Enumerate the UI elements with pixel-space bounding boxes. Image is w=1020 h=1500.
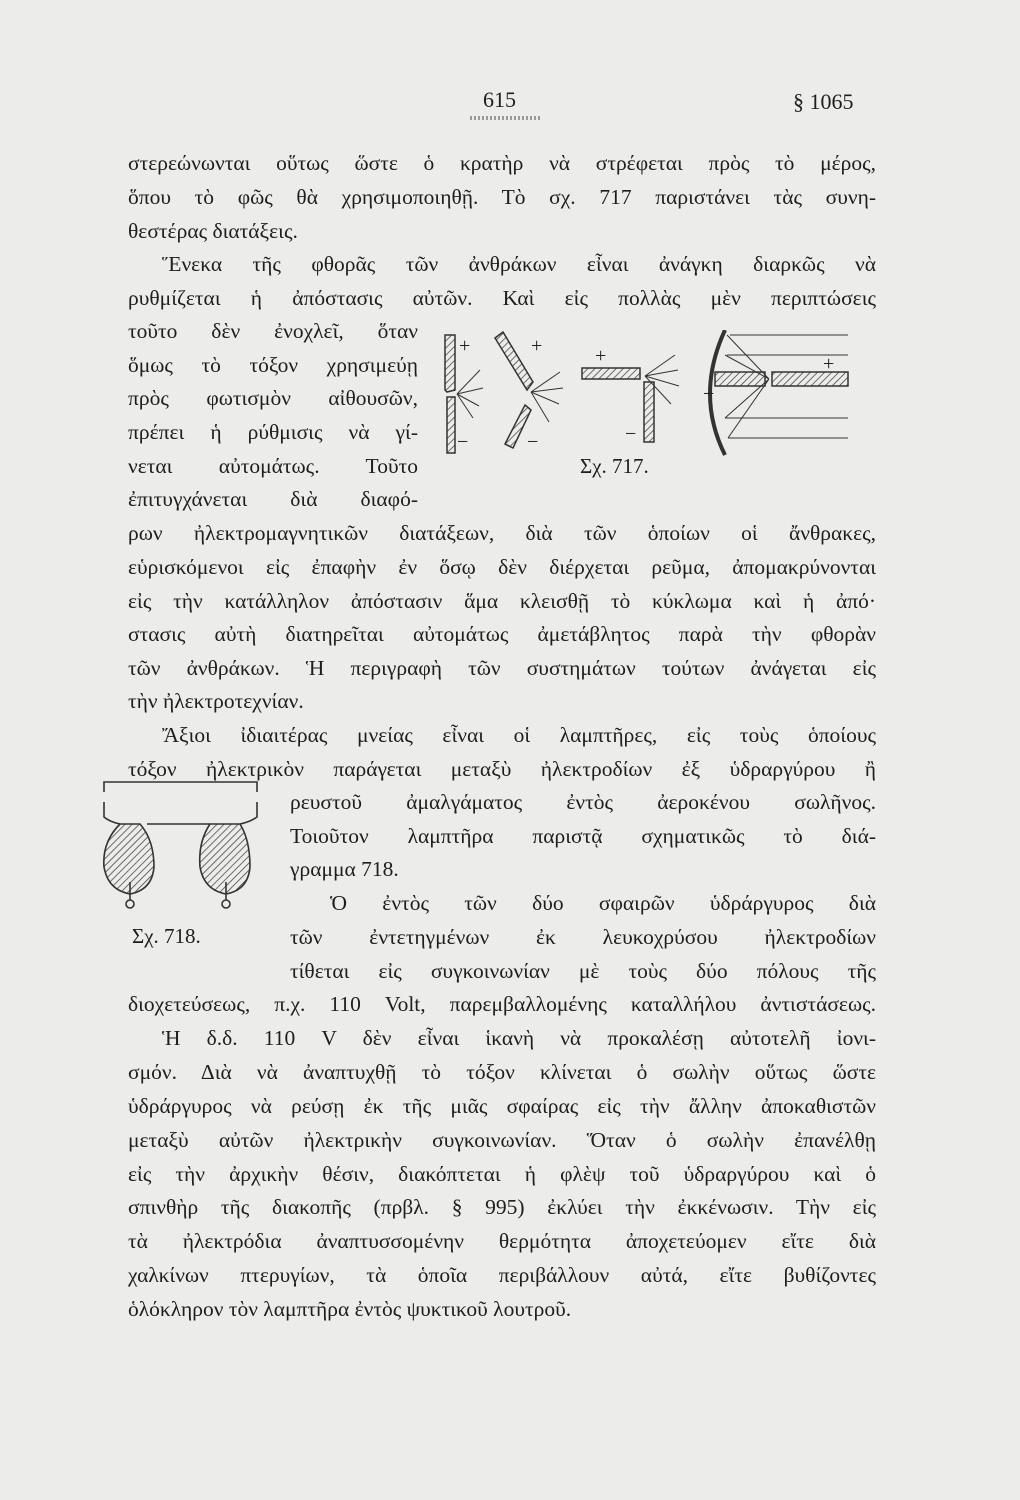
minus-label: − — [457, 431, 469, 453]
plus-label: + — [459, 335, 471, 357]
figure-717-caption: Σχ. 717. — [580, 454, 649, 478]
text-line: ὑδράργυρος νὰ ρεύσῃ ἐκ τῆς μιᾶς σφαίρας εἰς τὴν ἄλλην ἀποκαθιστῶν — [128, 1094, 876, 1118]
text-line: τὰ ἠλεκτρόδια ἀναπτυσσομένην θερμότητα ἀποχετεύομεν εἴτε διὰ — [128, 1229, 876, 1253]
text-line: τὴν ἠλεκτροτεχνίαν. — [128, 689, 304, 713]
text-line: τόξον ἠλεκτρικὸν παράγεται μεταξὺ ἠλεκτροδίων ἐξ ὑδραργύρου ἢ — [128, 757, 876, 781]
text-line: ἐπιτυγχάνεται διὰ διαφό- — [128, 487, 418, 511]
text-line: θεστέρας διατάξεις. — [128, 219, 298, 243]
text-line: Ὁ ἐντὸς τῶν δύο σφαιρῶν ὑδράργυρος διὰ — [330, 891, 876, 915]
page-number: 615 — [483, 87, 516, 112]
figure-718-mercury-lamp-diagram — [92, 772, 267, 912]
minus-label: − — [703, 383, 715, 405]
text-line: πρὸς φωτισμὸν αἰθουσῶν, — [128, 386, 418, 410]
text-line: ὅπου τὸ φῶς θὰ χρησιμοποιηθῇ. Τὸ σχ. 717 παριστάνει τὰς συνη- — [128, 185, 876, 209]
text-line: τῶν ἀνθράκων. Ἡ περιγραφὴ τῶν συστημάτων τούτων ἀνάγεται εἰς — [128, 656, 876, 680]
text-line: τίθεται εἰς συγκοινωνίαν μὲ τοὺς δύο πόλους τῆς — [290, 959, 876, 983]
text-line: πρέπει ἡ ρύθμισις νὰ γί- — [128, 420, 418, 444]
text-line: μεταξὺ αὐτῶν ἠλεκτρικὴν συγκοινωνίαν. Ὅταν ὁ σωλὴν ἐπανέλθῃ — [128, 1128, 876, 1152]
text-line: χαλκίνων πτερυγίων, τὰ ὁποῖα περιβάλλουν αὐτά, εἴτε βυθίζοντες — [128, 1263, 876, 1287]
figure-717-arc-carbons-diagram — [435, 330, 885, 460]
text-line: στερεώνωνται οὕτως ὥστε ὁ κρατὴρ νὰ στρέφεται πρὸς τὸ μέρος, — [128, 151, 876, 175]
minus-label: − — [625, 423, 637, 445]
text-line: ὅμως τὸ τόξον χρησιμεύῃ — [128, 353, 418, 377]
text-line: σπινθὴρ τῆς διακοπῆς (πρβλ. § 995) ἐκλύει τὴν ἐκκένωσιν. Τὴν εἰς — [128, 1195, 876, 1219]
text-line: ὁλόκληρον τὸν λαμπτῆρα ἐντὸς ψυκτικοῦ λουτροῦ. — [128, 1297, 572, 1321]
plus-label: + — [531, 335, 543, 357]
text-line: Τοιοῦτον λαμπτῆρα παριστᾷ σχηματικῶς τὸ διά- — [290, 824, 876, 848]
text-line: ρυθμίζεται ἡ ἀπόστασις αὐτῶν. Καὶ εἰς πολλὰς μὲν περιπτώσεις — [128, 286, 876, 310]
text-line: ρων ἠλεκτρομαγνητικῶν διατάξεων, διὰ τῶν ὁποίων οἱ ἄνθρακες, — [128, 521, 876, 545]
text-line: τῶν ἐντετηγμένων ἐκ λευκοχρύσου ἠλεκτροδίων — [290, 925, 876, 949]
minus-label: − — [527, 431, 539, 453]
text-line: νεται αὐτομάτως. Τοῦτο — [128, 454, 418, 478]
text-line: διοχετεύσεως, π.χ. 110 Volt, παρεμβαλλομένης καταλλήλου ἀντιστάσεως. — [128, 992, 876, 1016]
text-line: Ἕνεκα τῆς φθορᾶς τῶν ἀνθράκων εἶναι ἀνάγκη διαρκῶς νὰ — [162, 252, 876, 276]
text-line: ρευστοῦ ἀμαλγάματος ἐντὸς ἀεροκένου σωλῆνος. — [290, 790, 876, 814]
plus-label: + — [823, 353, 835, 375]
text-line: εἰς τὴν ἀρχικὴν θέσιν, διακόπτεται ἡ φλὲψ τοῦ ὑδραργύρου καὶ ὁ — [128, 1162, 876, 1186]
section-number: § 1065 — [793, 89, 854, 114]
text-line: Ἡ δ.δ. 110 V δὲν εἶναι ἱκανὴ νὰ προκαλέσῃ αὐτοτελῆ ἰονι- — [162, 1026, 876, 1050]
text-line: Ἄξιοι ἰδιαιτέρας μνείας εἶναι οἱ λαμπτῆρες, εἰς τοὺς ὁποίους — [162, 723, 876, 747]
text-line: εὑρισκόμενοι εἰς ἐπαφὴν ἐν ὅσῳ δὲν διέρχεται ρεῦμα, ἀπομακρύνονται — [128, 555, 876, 579]
figure-718-caption: Σχ. 718. — [132, 924, 201, 948]
plus-label: + — [595, 345, 607, 367]
text-line: εἰς τὴν κατάλληλον ἀπόστασιν ἅμα κλεισθῇ τὸ κύκλωμα καὶ ἡ ἀπό· — [128, 589, 876, 613]
text-line: τοῦτο δὲν ἐνοχλεῖ, ὅταν — [128, 319, 418, 343]
text-line: γραμμα 718. — [290, 857, 399, 881]
text-line: σμόν. Διὰ νὰ ἀναπτυχθῇ τὸ τόξον κλίνεται ὁ σωλὴν οὕτως ὥστε — [128, 1060, 876, 1084]
text-line: στασις αὐτὴ διατηρεῖται αὐτομάτως ἀμετάβλητος παρὰ τὴν φθορὰν — [128, 622, 876, 646]
page-number-underline — [470, 116, 540, 120]
